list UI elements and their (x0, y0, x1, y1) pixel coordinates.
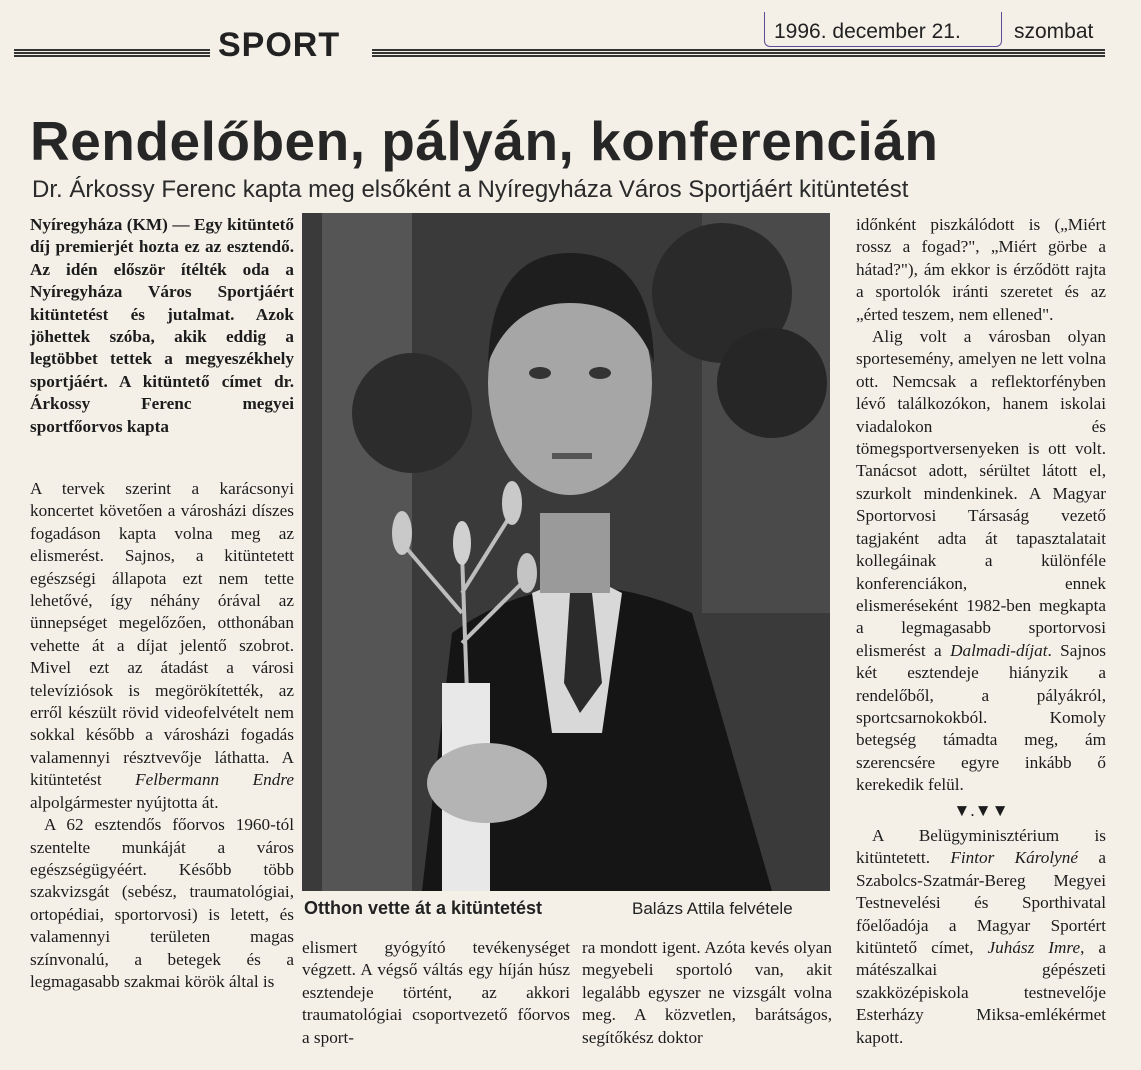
article-headline: Rendelőben, pályán, konferencián (30, 110, 939, 172)
article-subheadline: Dr. Árkossy Ferenc kapta meg elsőként a Nyíregyháza Város Sportjáért kitüntetést (32, 176, 909, 203)
lead-paragraph (30, 214, 294, 438)
issue-weekday: szombat (1014, 20, 1094, 43)
left-paragraph-2: A 62 esztendős főorvos 1960-tól szentelte munkáját a város egészségügyéért. Később több szakvizsgát (sebész, traumatológiai, ortopédiai, sportorvosi) is letett, és valamennyi területen magas színvonalú, a betegek és a legmagasabb szakmai körök által is (30, 815, 294, 991)
text-run: Alig volt a városban olyan sportesemény, amelyen ne lett volna ott. Nemcsak a reflektorfényben lévő találkozókon, hanem iskolai viadalokon és tömegsportversenyeken is ott volt. Tanácsot adott, sérültet látott el, szurkolt mindenkinek. A Magyar Sportorvosi Társaság vezető tagjaként adta át tapasztalatait kollegáinak a különféle konferenciákon, ennek elismeréseként 1982-ben megkapta a legmagasabb sportorvosi elismerést a (856, 327, 1106, 660)
text-run: alpolgármester nyújtotta át. (30, 792, 219, 812)
right-column (856, 214, 1106, 1049)
text-run: A Belügyminisztérium is kitüntetett. (856, 825, 1106, 868)
text-run: a Szabolcs-Szatmár-Bereg Megyei Testnevelési és Sporthivatal főelőadója a Magyar Sportért kitüntető címet, (856, 848, 1106, 957)
portrait-illustration (302, 213, 830, 891)
left-column (30, 478, 294, 993)
person-name: Fintor Károlyné (950, 848, 1078, 868)
portrait-photo (302, 213, 830, 891)
photo-caption: Otthon vette át a kitüntetést (304, 898, 543, 918)
section-title: SPORT (218, 26, 341, 64)
left-paragraph-1 (30, 478, 294, 814)
middle-text-a: elismert gyógyító tevékenységet végzett. A végső váltás egy híján húsz esztendeje történt, az akkori traumatológiai csoportvezető főorvos a sport- (302, 938, 570, 1047)
header-rule-left (14, 49, 210, 57)
issue-date: 1996. december 21. (774, 20, 961, 43)
lead-text: Nyíregyháza (KM) — Egy kitüntető díj premierjét hozta ez az esztendő. Az idén először ítélték oda a Nyíregyháza Város Sportjáért kitüntetést és jutalmat. Azok jöhettek szóba, akik eddig a legtöbbet tettek a megyeszékhely sportjáért. A kitüntető címet dr. Árkossy Ferenc megyei sportfőorvos kapta (30, 215, 294, 436)
photo-credit: Balázs Attila felvétele (632, 899, 793, 918)
right-paragraph-2 (856, 326, 1106, 797)
award-name: Dalmadi-díjat (950, 640, 1048, 660)
person-name: Felbermann Endre (135, 770, 295, 790)
person-name: Juhász Imre (987, 938, 1081, 957)
text-run: . Sajnos két esztendeje hiányzik a rendelőből, a pályákról, sportcsarnokokból. Komoly betegség támadta meg, ám szerencsére egyre inkább ő kerekedik felül. (856, 640, 1107, 795)
middle-column-a (302, 937, 570, 1049)
middle-text-b: ra mondott igent. Azóta kevés olyan megyebeli sportoló van, akit legalább egyszer ne vizsgált volna meg. A közvetlen, barátságos, segítőkész doktor (582, 938, 832, 1047)
middle-column-b (582, 937, 832, 1049)
section-divider: ▼.▼▼ (953, 800, 1009, 820)
text-run: A tervek szerint a karácsonyi koncertet követően a városházi díszes fogadáson kapta volna meg az elismerést. Sajnos, a kitüntetett egészségi állapota ezt nem tette lehetővé, így néhány órával az ünnepséget megelőzően, otthonában vehette át a díjat jelentő szobrot. Mivel ezt az átadást a városi televíziósok is megörökítették, az erről készült rövid videofelvételt nem sokkal később a városházi fogadás valamennyi résztvevője láthatta. A kitüntetést (30, 479, 294, 790)
right-paragraph-3 (856, 825, 1106, 1049)
header-rule-right (372, 49, 1105, 57)
right-paragraph-1: időnként piszkálódott is („Miért rossz a fogad?", „Miért görbe a hátad?"), ám ekkor is érződött rajta a sportolók iránti szeretet és az „érted teszem, nem ellened". (856, 215, 1106, 324)
text-run: , a mátészalkai gépészeti szakközépiskola testnevelője Esterházy Miksa-emlékérmet kapott. (856, 938, 1106, 1047)
